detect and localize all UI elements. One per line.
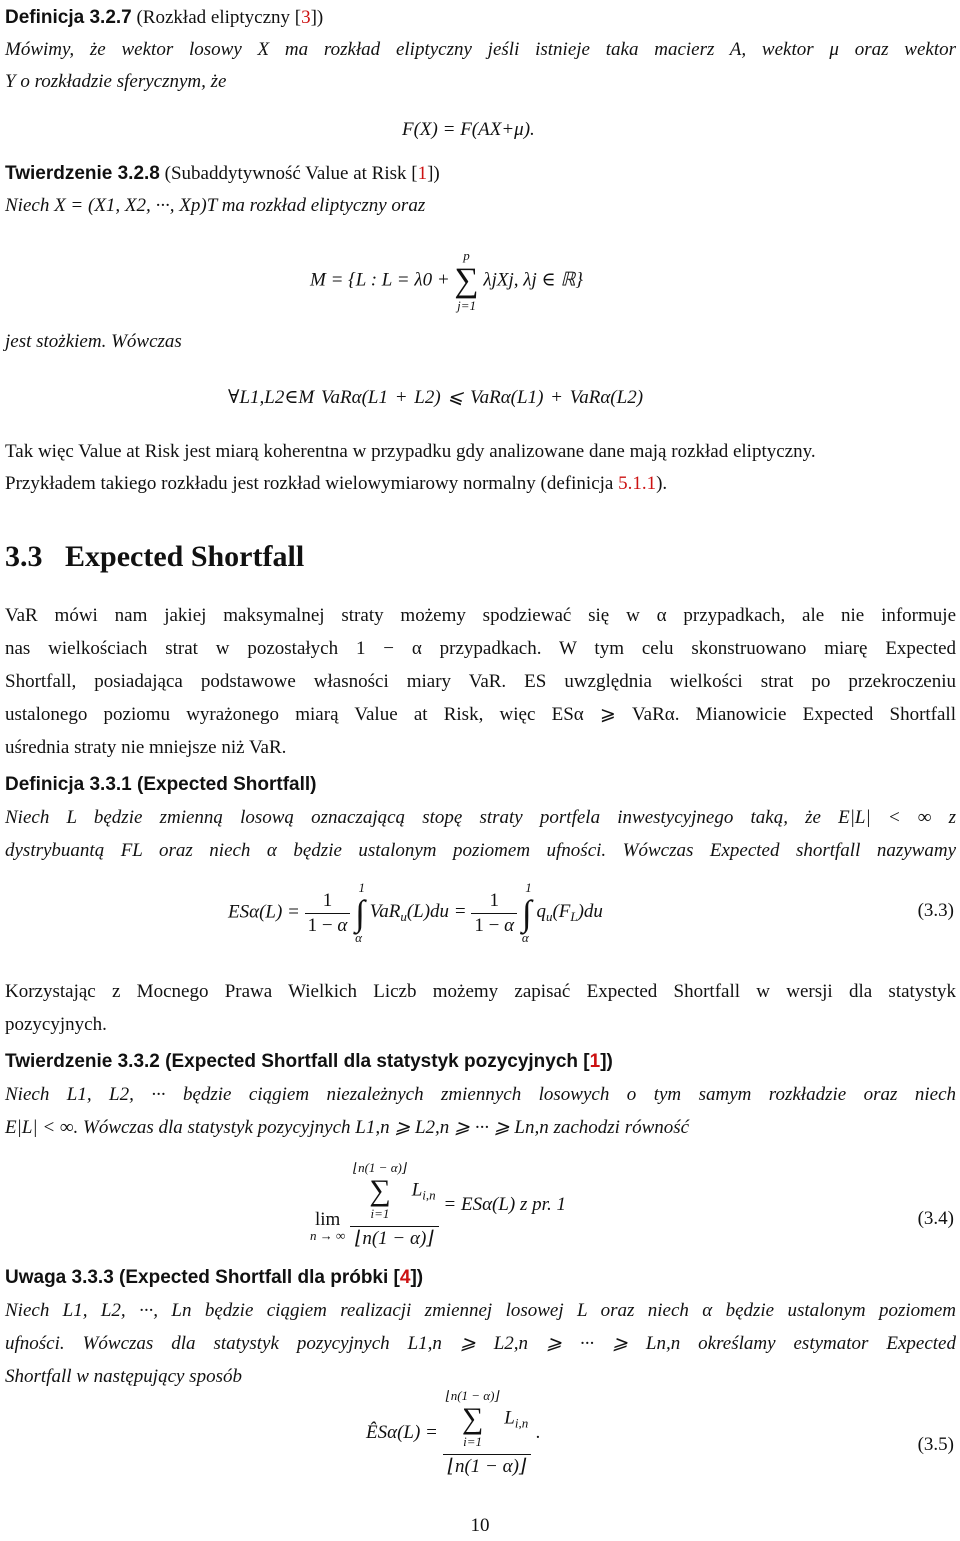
equation-limit: lim n → ∞ ⌊n(1 − α)⌋ ∑ i=1 $L_{i,n}$ ⌊n(1 − α)⌋ = ESα(L) z pr. 1 — [310, 1160, 566, 1249]
remark-body-line: ufności. Wówczas dla statystyk pozycyjnych L1,n ⩾ L2,n ⩾ ··· ⩾ Ln,n określamy estymator Expected — [5, 1333, 956, 1354]
equation-number: (3.3) — [917, 900, 954, 921]
theorem-heading: Twierdzenie 3.3.2 (Expected Shortfall dla statystyk pozycyjnych [1]) — [5, 1051, 613, 1072]
paragraph-line: uśrednia straty nie mniejsze niż VaR. — [5, 737, 287, 758]
remark-body-line: Shortfall w następujący sposób — [5, 1366, 242, 1387]
theorem-body-line: Niech L1, L2, ··· będzie ciągiem niezależnych zmiennych losowych o tym samym rozkładzie oraz niech — [5, 1084, 956, 1105]
page-number: 10 — [470, 1515, 490, 1536]
citation-link[interactable]: 1 — [589, 1051, 601, 1072]
definition-reference-link[interactable]: 5.1.1 — [618, 473, 657, 494]
limit-operator: lim n → ∞ — [310, 1208, 346, 1243]
paragraph-line: pozycyjnych. — [5, 1014, 107, 1035]
formula-subadditivity: ∀L1,L2∈M VaRα(L1 + L2) ⩽ VaRα(L1) + VaRα(L2) — [228, 387, 644, 408]
equation-number: (3.5) — [917, 1434, 954, 1455]
definition-body-line: Y o rozkładzie sferycznym, że — [5, 71, 227, 92]
equation-expected-shortfall: ESα(L) = $\frac{1}{1 - \alpha}$ 1 ∫ α VaR$_u$(L)du = $\frac{1}{1 - \alpha}$ 1 ∫ α $q_u(F_L)du$ — [228, 880, 603, 945]
sum-operator: p ∑ j=1 — [454, 248, 479, 313]
fraction: $\frac{1}{1 - \alpha}$ — [471, 889, 517, 938]
citation-link[interactable]: 1 — [417, 163, 428, 184]
paragraph-line: Shortfall, posiadająca podstawowe własności miary VaR. ES uwzględnia wielkości strat po przekroczeniu — [5, 671, 956, 692]
theorem-body-line: Niech X = (X1, X2, ···, Xp)T ma rozkład eliptyczny oraz — [5, 195, 426, 216]
formula: F(X) = F(AX+μ). — [402, 119, 535, 140]
definition-body-line: dystrybuantą FL oraz niech α będzie ustalonym poziomem ufności. Wówczas Expected shortfall nazywamy — [5, 840, 956, 861]
formula-set-m: M = {L : L = λ0 + p ∑ j=1 λjXj, λj ∈ ℝ} — [310, 248, 584, 313]
paragraph-line: Korzystając z Mocnego Prawa Wielkich Liczb możemy zapisać Expected Shortfall w wersji dla statystyk — [5, 981, 956, 1002]
theorem-heading: Twierdzenie 3.2.8 (Subaddytywność Value at Risk [1]) — [5, 163, 440, 184]
definition-heading: Definicja 3.3.1 (Expected Shortfall) — [5, 774, 317, 795]
integral-operator: 1 ∫ α — [355, 880, 365, 945]
citation-link[interactable]: 3 — [301, 7, 311, 28]
remark-heading: Uwaga 3.3.3 (Expected Shortfall dla próbki [4]) — [5, 1267, 424, 1288]
fraction: ⌊n(1 − α)⌋ ∑ i=1 $L_{i,n}$ ⌊n(1 − α)⌋ — [443, 1388, 532, 1479]
paragraph-line: Przykładem takiego rozkładu jest rozkład wielowymiarowy normalny (definicja 5.1.1). — [5, 473, 668, 494]
remark-body-line: Niech L1, L2, ···, Ln będzie ciągiem realizacji zmiennej losowej L oraz niech α będzie ustalonym poziomem — [5, 1300, 956, 1321]
definition-heading: Definicja 3.2.7 (Rozkład eliptyczny [3]) — [5, 7, 324, 28]
paragraph-line: VaR mówi nam jakiej maksymalnej straty możemy spodziewać się w α przypadkach, ale nie informuje — [5, 605, 956, 626]
theorem-body-line: E|L| < ∞. Wówczas dla statystyk pozycyjnych L1,n ⩾ L2,n ⩾ ··· ⩾ Ln,n zachodzi równość — [5, 1117, 690, 1138]
equation-number: (3.4) — [917, 1208, 954, 1229]
paragraph-line: ustalonego poziomu wyrażonego miarą Value at Risk, więc ESα ⩾ VaRα. Mianowicie Expected Shortfall — [5, 704, 956, 725]
paragraph-line: nas wielkościach strat w pozostałych 1 − α przypadkach. W tym celu skonstruowano miarę Expected — [5, 638, 956, 659]
citation-link[interactable]: 4 — [399, 1267, 411, 1288]
paragraph-line: Tak więc Value at Risk jest miarą koherentna w przypadku gdy analizowane dane mają rozkład eliptyczny. — [5, 441, 816, 462]
definition-body-line: Mówimy, że wektor losowy X ma rozkład eliptyczny jeśli istnieje taka macierz A, wektor μ oraz wektor — [5, 39, 956, 60]
equation-estimator: ÊSα(L) = ⌊n(1 − α)⌋ ∑ i=1 $L_{i,n}$ ⌊n(1 − α)⌋ . — [366, 1388, 541, 1477]
fraction: $\frac{1}{1 - \alpha}$ — [305, 889, 351, 938]
integral-operator: 1 ∫ α — [521, 880, 532, 945]
definition-body-line: Niech L będzie zmienną losową oznaczającą stopę straty portfela inwestycyjnego taką, że E|L| < ∞ z — [5, 807, 956, 828]
fraction: ⌊n(1 − α)⌋ ∑ i=1 $L_{i,n}$ ⌊n(1 − α)⌋ — [350, 1160, 439, 1251]
section-heading: 3.3 Expected Shortfall — [5, 540, 305, 573]
theorem-body-line: jest stożkiem. Wówczas — [5, 331, 182, 352]
